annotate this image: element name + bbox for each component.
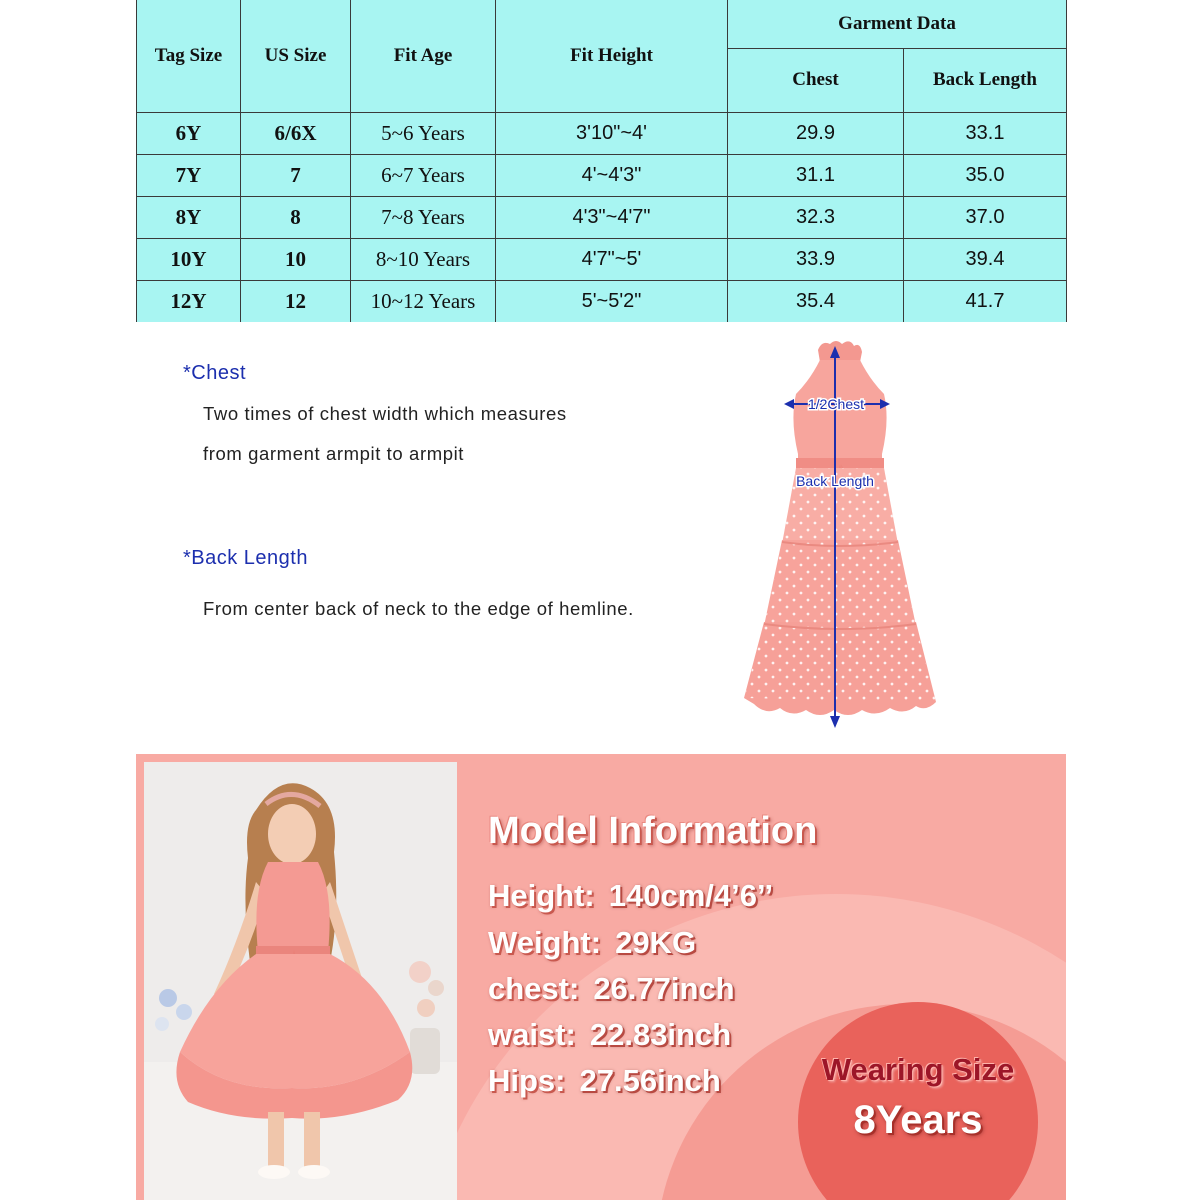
- size-chart-table: [136, 0, 1067, 322]
- cell-fit-height: 4'3"~4'7": [496, 196, 728, 238]
- cell-chest: 29.9: [728, 112, 904, 154]
- model-chest-row: [488, 971, 735, 1007]
- cell-tag-size: 8Y: [137, 196, 241, 238]
- table-row: [137, 154, 1067, 196]
- cell-tag-size: 7Y: [137, 154, 241, 196]
- wearing-size-value: 8Years: [853, 1098, 983, 1142]
- model-information-title: Model Information: [488, 810, 818, 852]
- table-row: [137, 196, 1067, 238]
- header-back-length: Back Length: [904, 48, 1067, 112]
- chest-note-line-2: from garment armpit to armpit: [203, 443, 465, 464]
- cell-fit-height: 5'~5'2": [496, 280, 728, 322]
- height-label: Height:: [488, 878, 595, 913]
- cell-us-size: 7: [241, 154, 351, 196]
- cell-fit-height: 3'10"~4': [496, 112, 728, 154]
- cell-us-size: 12: [241, 280, 351, 322]
- cell-back-length: 33.1: [904, 112, 1067, 154]
- hips-value: 27.56inch: [579, 1063, 721, 1098]
- model-weight-row: [488, 925, 696, 961]
- height-value: 140cm/4’6’’: [608, 878, 774, 913]
- cell-back-length: 35.0: [904, 154, 1067, 196]
- waist-label: waist:: [488, 1017, 576, 1052]
- chest-label: chest:: [488, 971, 580, 1006]
- cell-tag-size: 6Y: [137, 112, 241, 154]
- header-tag-size: Tag Size: [137, 0, 241, 112]
- cell-fit-height: 4'7"~5': [496, 238, 728, 280]
- model-hips-row: [488, 1063, 721, 1099]
- cell-us-size: 8: [241, 196, 351, 238]
- chest-note-title: *Chest: [183, 362, 247, 384]
- cell-tag-size: 12Y: [137, 280, 241, 322]
- cell-us-size: 10: [241, 238, 351, 280]
- cell-fit-age: 8~10 Years: [351, 238, 496, 280]
- cell-back-length: 41.7: [904, 280, 1067, 322]
- header-us-size: US Size: [241, 0, 351, 112]
- table-row: [137, 238, 1067, 280]
- cell-us-size: 6/6X: [241, 112, 351, 154]
- model-photo: [144, 762, 457, 1200]
- cell-fit-age: 5~6 Years: [351, 112, 496, 154]
- cell-chest: 33.9: [728, 238, 904, 280]
- header-fit-height: Fit Height: [496, 0, 728, 112]
- chest-value: 26.77inch: [593, 971, 735, 1006]
- hips-label: Hips:: [488, 1063, 566, 1098]
- back-length-note-title: *Back Length: [183, 547, 308, 569]
- weight-value: 29KG: [615, 925, 697, 960]
- wearing-size-label: Wearing Size: [821, 1052, 1015, 1087]
- model-information-panel: [136, 754, 1066, 1200]
- model-height-row: [488, 878, 773, 914]
- chest-diagram-label: 1/2Chest: [807, 396, 865, 412]
- cell-fit-age: 7~8 Years: [351, 196, 496, 238]
- cell-back-length: 39.4: [904, 238, 1067, 280]
- back-length-diagram-label: Back Length: [796, 473, 874, 489]
- cell-fit-age: 6~7 Years: [351, 154, 496, 196]
- model-waist-row: [488, 1017, 731, 1053]
- weight-label: Weight:: [488, 925, 602, 960]
- table-row: [137, 280, 1067, 322]
- cell-tag-size: 10Y: [137, 238, 241, 280]
- dress-measurement-diagram: [720, 330, 960, 730]
- table-row: [137, 112, 1067, 154]
- cell-chest: 31.1: [728, 154, 904, 196]
- waist-value: 22.83inch: [589, 1017, 732, 1052]
- cell-chest: 32.3: [728, 196, 904, 238]
- header-chest: Chest: [728, 48, 904, 112]
- header-garment-data: Garment Data: [728, 0, 1067, 48]
- cell-back-length: 37.0: [904, 196, 1067, 238]
- cell-chest: 35.4: [728, 280, 904, 322]
- cell-fit-height: 4'~4'3": [496, 154, 728, 196]
- chest-note-line-1: Two times of chest width which measures: [203, 403, 567, 424]
- back-length-note-line: From center back of neck to the edge of hemline.: [203, 598, 634, 619]
- header-fit-age: Fit Age: [351, 0, 496, 112]
- cell-fit-age: 10~12 Years: [351, 280, 496, 322]
